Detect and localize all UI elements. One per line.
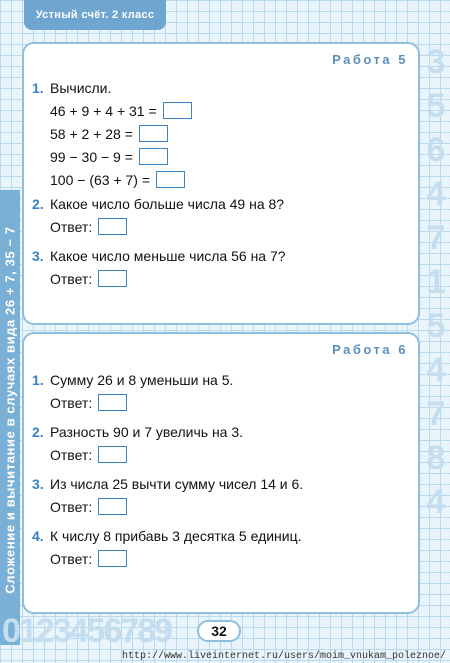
task-text: Из числа 25 вычти сумму чисел 14 и 6. — [50, 475, 304, 492]
answer-box[interactable] — [98, 394, 127, 411]
task-text: К числу 8 прибавь 3 десятка 5 единиц. — [50, 527, 302, 544]
task-text: Разность 90 и 7 увеличь на 3. — [50, 423, 244, 440]
answer-box[interactable] — [98, 498, 127, 515]
work5-task-1 — [32, 76, 192, 191]
work5-task-2 — [32, 192, 284, 238]
task-number: 3. — [32, 247, 44, 264]
answer-box[interactable] — [139, 148, 168, 165]
source-url: http://www.liveinternet.ru/users/moim_vnukam_poleznoe/ — [121, 651, 446, 662]
decorative-digits-right: 3 5 6 4 7 1 5 4 7 8 4 — [426, 43, 446, 521]
work6-task-3 — [32, 472, 303, 518]
answer-box[interactable] — [98, 550, 127, 567]
answer-box[interactable] — [139, 125, 168, 142]
answer-box[interactable] — [156, 171, 185, 188]
side-title-text: Сложение и вычитание в случаях вида 26 + 7, 35 − 7 — [2, 226, 18, 594]
work-6-title: Работа 6 — [332, 342, 408, 357]
page-number: 32 — [197, 620, 241, 642]
expression: 46 + 9 + 4 + 31 = — [50, 102, 157, 119]
expression: 100 − (63 + 7) = — [50, 171, 151, 188]
expression: 99 − 30 − 9 = — [50, 148, 133, 165]
task-number: 2. — [32, 423, 44, 440]
book-header-tab: Устный счёт. 2 класс — [24, 0, 166, 30]
work-5-card — [22, 42, 420, 325]
answer-label: Ответ: — [50, 270, 93, 287]
answer-label: Ответ: — [50, 218, 93, 235]
work-5-title: Работа 5 — [332, 52, 408, 67]
task-number: 1. — [32, 79, 44, 96]
task-text: Какое число больше числа 49 на 8? — [50, 195, 285, 212]
answer-label: Ответ: — [50, 498, 93, 515]
work6-task-4 — [32, 524, 302, 570]
answer-label: Ответ: — [50, 446, 93, 463]
answer-box[interactable] — [98, 218, 127, 235]
task-number: 3. — [32, 475, 44, 492]
work6-task-1 — [32, 368, 233, 414]
answer-box[interactable] — [98, 446, 127, 463]
expression: 58 + 2 + 28 = — [50, 125, 133, 142]
task-number: 1. — [32, 371, 44, 388]
work6-task-2 — [32, 420, 243, 466]
decorative-digits-bottom: 0123456789 — [2, 612, 172, 650]
work5-task-3 — [32, 244, 286, 290]
answer-label: Ответ: — [50, 394, 93, 411]
answer-box[interactable] — [163, 102, 192, 119]
answer-box[interactable] — [98, 270, 127, 287]
task-text: Какое число меньше числа 56 на 7? — [50, 247, 286, 264]
answer-label: Ответ: — [50, 550, 93, 567]
task-text: Вычисли. — [50, 79, 112, 96]
task-number: 4. — [32, 527, 44, 544]
work-6-card — [22, 332, 420, 614]
task-text: Сумму 26 и 8 уменьши на 5. — [50, 371, 234, 388]
task-number: 2. — [32, 195, 44, 212]
